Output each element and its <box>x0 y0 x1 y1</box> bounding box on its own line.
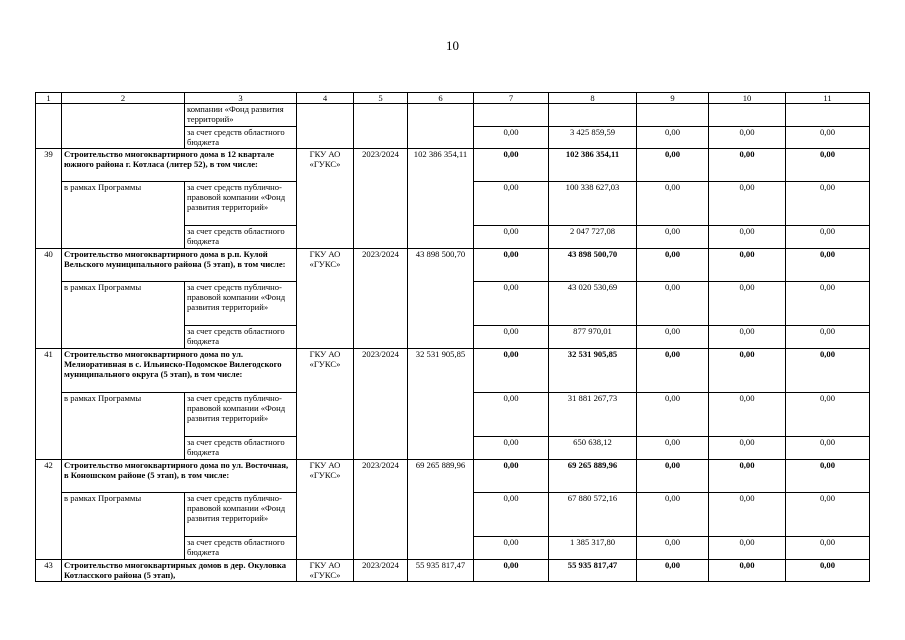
value-cell <box>637 104 709 127</box>
column-header: 10 <box>709 93 786 104</box>
project-years: 2023/2024 <box>354 149 408 249</box>
project-total: 55 935 817,47 <box>408 560 474 582</box>
regional-value: 0,00 <box>709 326 786 349</box>
project-value: 55 935 817,47 <box>549 560 637 582</box>
regional-value: 0,00 <box>637 437 709 460</box>
fund-source: за счет средств публично-правовой компании «Фонд развития территорий» <box>185 182 297 226</box>
budget-table <box>35 92 870 582</box>
project-value: 0,00 <box>637 460 709 493</box>
regional-source: за счет средств областного бюджета <box>185 326 297 349</box>
regional-value: 0,00 <box>786 437 870 460</box>
project-row <box>36 460 870 493</box>
value-cell: 0,00 <box>709 127 786 149</box>
regional-value: 0,00 <box>786 326 870 349</box>
fund-value: 0,00 <box>637 282 709 326</box>
project-value: 0,00 <box>474 460 549 493</box>
project-value: 0,00 <box>709 460 786 493</box>
regional-source: за счет средств областного бюджета <box>185 226 297 249</box>
fund-value: 0,00 <box>786 493 870 537</box>
executor-cell <box>297 104 354 149</box>
project-value: 43 898 500,70 <box>549 249 637 282</box>
regional-value: 0,00 <box>474 326 549 349</box>
project-value: 0,00 <box>786 460 870 493</box>
program-label: в рамках Программы <box>62 182 185 249</box>
project-total: 69 265 889,96 <box>408 460 474 560</box>
value-cell <box>474 104 549 127</box>
project-value: 0,00 <box>709 349 786 393</box>
value-cell <box>786 104 870 127</box>
value-cell: 0,00 <box>474 127 549 149</box>
fund-value: 0,00 <box>709 393 786 437</box>
column-header: 5 <box>354 93 408 104</box>
project-value: 0,00 <box>637 249 709 282</box>
column-header: 7 <box>474 93 549 104</box>
table-row <box>36 104 870 127</box>
fund-value: 67 880 572,16 <box>549 493 637 537</box>
regional-value: 0,00 <box>637 326 709 349</box>
project-number: 40 <box>36 249 62 349</box>
fund-value: 0,00 <box>709 493 786 537</box>
project-number: 43 <box>36 560 62 582</box>
project-value: 69 265 889,96 <box>549 460 637 493</box>
fund-value: 0,00 <box>786 282 870 326</box>
regional-value: 0,00 <box>637 226 709 249</box>
num-cell <box>36 104 62 149</box>
project-number: 41 <box>36 349 62 460</box>
regional-value: 0,00 <box>709 437 786 460</box>
column-header: 6 <box>408 93 474 104</box>
regional-source: за счет средств областного бюджета <box>185 437 297 460</box>
column-header: 2 <box>62 93 185 104</box>
project-value: 102 386 354,11 <box>549 149 637 182</box>
project-total: 43 898 500,70 <box>408 249 474 349</box>
project-executor: ГКУ АО «ГУКС» <box>297 460 354 560</box>
project-row <box>36 349 870 393</box>
project-name: Строительство многоквартирного дома в 12 квартале южного района г. Котласа (литер 52), в том числе: <box>62 149 297 182</box>
regional-value: 0,00 <box>474 226 549 249</box>
regional-value: 1 385 317,80 <box>549 537 637 560</box>
project-value: 0,00 <box>474 149 549 182</box>
project-value: 0,00 <box>786 249 870 282</box>
value-cell: 0,00 <box>637 127 709 149</box>
project-row <box>36 560 870 582</box>
regional-value: 0,00 <box>709 226 786 249</box>
fund-value: 43 020 530,69 <box>549 282 637 326</box>
value-cell: 0,00 <box>786 127 870 149</box>
fund-value: 0,00 <box>637 493 709 537</box>
fund-value: 0,00 <box>637 393 709 437</box>
regional-value: 0,00 <box>709 537 786 560</box>
project-value: 0,00 <box>474 560 549 582</box>
project-executor: ГКУ АО «ГУКС» <box>297 349 354 460</box>
fund-value: 0,00 <box>474 182 549 226</box>
regional-value: 0,00 <box>474 537 549 560</box>
regional-source: за счет средств областного бюджета <box>185 537 297 560</box>
project-value: 32 531 905,85 <box>549 349 637 393</box>
project-value: 0,00 <box>786 349 870 393</box>
source-cell: за счет средств областного бюджета <box>185 127 297 149</box>
total-cell <box>408 104 474 149</box>
column-header: 3 <box>185 93 297 104</box>
value-cell: 3 425 859,59 <box>549 127 637 149</box>
column-header: 8 <box>549 93 637 104</box>
program-label: в рамках Программы <box>62 282 185 349</box>
regional-value: 0,00 <box>786 226 870 249</box>
program-label: в рамках Программы <box>62 393 185 460</box>
column-header: 4 <box>297 93 354 104</box>
column-header: 1 <box>36 93 62 104</box>
fund-source: за счет средств публично-правовой компании «Фонд развития территорий» <box>185 282 297 326</box>
program-label: в рамках Программы <box>62 493 185 560</box>
project-name: Строительство многоквартирного дома по ул. Мелиоративная в с. Ильинско-Подомское Вилегодского муниципального округа (5 этап), в том числе: <box>62 349 297 393</box>
regional-value: 877 970,01 <box>549 326 637 349</box>
project-value: 0,00 <box>709 249 786 282</box>
project-value: 0,00 <box>709 149 786 182</box>
project-name: Строительство многоквартирных домов в дер. Окуловка Котласского района (5 этап), <box>62 560 297 582</box>
column-header: 9 <box>637 93 709 104</box>
project-number: 39 <box>36 149 62 249</box>
fund-value: 100 338 627,03 <box>549 182 637 226</box>
fund-value: 0,00 <box>786 182 870 226</box>
name-cell <box>62 104 185 149</box>
project-executor: ГКУ АО «ГУКС» <box>297 560 354 582</box>
project-total: 32 531 905,85 <box>408 349 474 460</box>
project-value: 0,00 <box>474 349 549 393</box>
project-name: Строительство многоквартирного дома в р.п. Кулой Вельского муниципального района (5 этап), в том числе: <box>62 249 297 282</box>
regional-value: 2 047 727,08 <box>549 226 637 249</box>
source-cell: компании «Фонд развития территорий» <box>185 104 297 127</box>
fund-source: за счет средств публично-правовой компании «Фонд развития территорий» <box>185 493 297 537</box>
project-years: 2023/2024 <box>354 460 408 560</box>
column-header: 11 <box>786 93 870 104</box>
project-value: 0,00 <box>786 149 870 182</box>
fund-value: 0,00 <box>709 182 786 226</box>
project-name: Строительство многоквартирного дома по ул. Восточная, в Коношском районе (5 этап), в том числе: <box>62 460 297 493</box>
regional-value: 650 638,12 <box>549 437 637 460</box>
project-years: 2023/2024 <box>354 560 408 582</box>
project-number: 42 <box>36 460 62 560</box>
project-value: 0,00 <box>786 560 870 582</box>
project-row <box>36 249 870 282</box>
page-number: 10 <box>446 38 459 53</box>
fund-value: 0,00 <box>637 182 709 226</box>
column-number-row <box>36 93 870 104</box>
regional-value: 0,00 <box>786 537 870 560</box>
project-value: 0,00 <box>474 249 549 282</box>
value-cell <box>709 104 786 127</box>
project-total: 102 386 354,11 <box>408 149 474 249</box>
fund-value: 0,00 <box>709 282 786 326</box>
fund-value: 0,00 <box>474 493 549 537</box>
regional-value: 0,00 <box>637 537 709 560</box>
project-value: 0,00 <box>709 560 786 582</box>
project-row <box>36 149 870 182</box>
project-executor: ГКУ АО «ГУКС» <box>297 149 354 249</box>
regional-value: 0,00 <box>474 437 549 460</box>
fund-value: 31 881 267,73 <box>549 393 637 437</box>
project-executor: ГКУ АО «ГУКС» <box>297 249 354 349</box>
fund-value: 0,00 <box>786 393 870 437</box>
project-value: 0,00 <box>637 349 709 393</box>
project-years: 2023/2024 <box>354 349 408 460</box>
years-cell <box>354 104 408 149</box>
project-value: 0,00 <box>637 560 709 582</box>
project-years: 2023/2024 <box>354 249 408 349</box>
value-cell <box>549 104 637 127</box>
fund-value: 0,00 <box>474 393 549 437</box>
project-value: 0,00 <box>637 149 709 182</box>
fund-source: за счет средств публично-правовой компании «Фонд развития территорий» <box>185 393 297 437</box>
fund-value: 0,00 <box>474 282 549 326</box>
